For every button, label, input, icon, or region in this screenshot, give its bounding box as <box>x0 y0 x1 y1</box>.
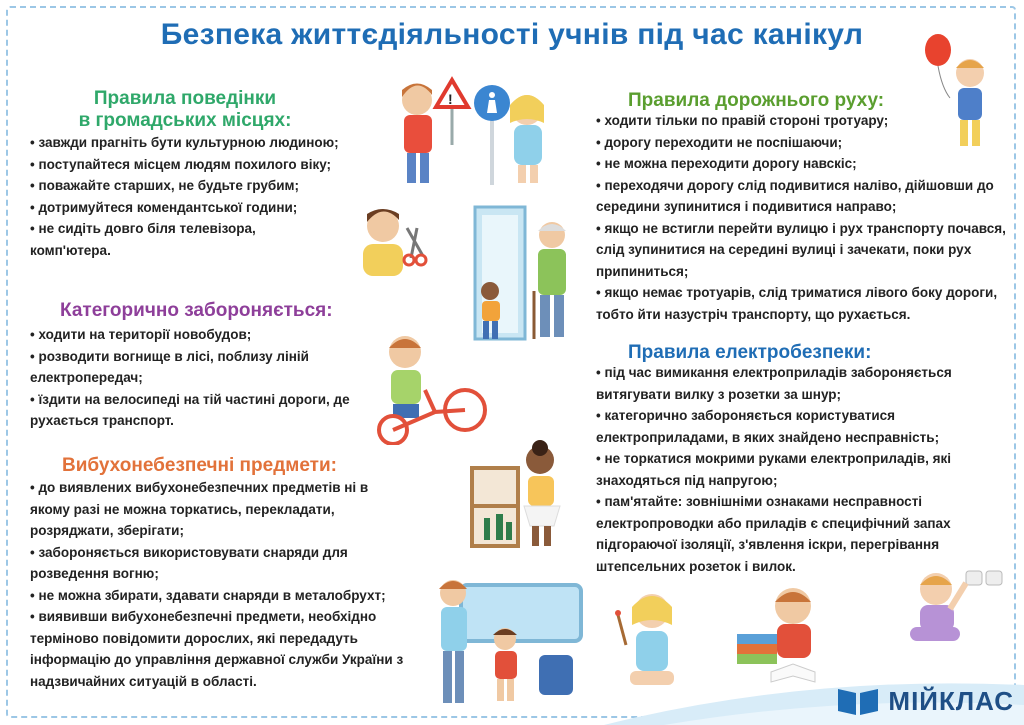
list-item: • розводити вогнище в лісі, поблизу ліній електропередач; <box>30 346 365 389</box>
book-icon <box>836 685 880 717</box>
logo-text: МІЙКЛАС <box>888 685 1014 716</box>
public-heading-line-2: в громадських місцях: <box>78 110 292 131</box>
forbidden-list <box>30 324 365 432</box>
list-item: • не сидіть довго біля телевізора, комп'ютера. <box>30 218 320 261</box>
scissors-kid-illustration <box>345 198 435 288</box>
list-item: • не можна збирати, здавати снаряди в металобрухт; <box>30 585 425 607</box>
list-item: • ходити на території новобудов; <box>30 324 365 346</box>
svg-text:!: ! <box>448 91 453 107</box>
bicycle-kid-illustration <box>365 330 490 445</box>
list-item: • поважайте старших, не будьте грубим; <box>30 175 370 197</box>
list-item: • пам'ятайте: зовнішніми ознаками несправності електропроводки або приладів є специфічний запах підгораючої ізоляції, з'явлення іскри, перегрівання штепсельних розеток і вилок. <box>596 491 996 577</box>
shelf-girl-illustration <box>470 440 570 550</box>
bus-mother-child-illustration <box>435 575 585 710</box>
list-item: • ходити тільки по правій стороні тротуару; <box>596 110 1016 132</box>
list-item: • забороняється використовувати снаряди для розведення вогню; <box>30 542 390 585</box>
explosive-heading: Вибухонебезпечні предмети: <box>62 455 337 476</box>
list-item: • до виявлених вибухонебезпечних предметів ні в якому разі не можна торкатись, перекладати, розряджати, зберігати; <box>30 477 390 542</box>
list-item: • не торкатися мокрими руками електроприладів, які знаходяться під напругою; <box>596 448 996 491</box>
door-grandma-illustration <box>470 205 580 345</box>
forbidden-heading: Категорично забороняється: <box>60 300 333 321</box>
list-item: • дотримуйтеся комендантської години; <box>30 197 370 219</box>
list-item: • категорично забороняється користуватися електроприладами, в яких знайдено несправність; <box>596 405 996 448</box>
list-item: • якщо немає тротуарів, слід триматися лівого боку дороги, тобто йти назустріч транспорту, що рухається. <box>596 282 1016 325</box>
list-item: • під час вимикання електроприладів забороняється витягувати вилку з розетки за шнур; <box>596 362 996 405</box>
list-item: • виявивши вибухонебезпечні предмети, необхідно терміново повідомити дорослих, які передадуть інформацію до управління державної служби України з надзвичайних ситуацій в області. <box>30 606 425 692</box>
list-item: • якщо не встигли перейти вулицю і рух транспорту почався, слід зупинитися на середині вулиці і зачекати, поки рух припиниться; <box>596 218 1016 283</box>
list-item: • поступайтеся місцем людям похилого віку; <box>30 154 370 176</box>
list-item: • дорогу переходити не поспішаючи; <box>596 132 1016 154</box>
list-item: • переходячи дорогу слід подивитися наліво, дійшовши до середини зупинитися і подивитися направо; <box>596 175 1016 218</box>
electric-heading: Правила електробезпеки: <box>628 342 872 363</box>
page-title: Безпека життєдіяльності учнів під час канікул <box>160 18 864 51</box>
public-list <box>30 132 370 261</box>
brand-logo <box>836 685 1014 717</box>
list-item: • їздити на велосипеді на тій частині дороги, де рухається транспорт. <box>30 389 365 432</box>
explosive-list <box>30 477 425 692</box>
public-heading-line-1: Правила поведінки <box>93 88 277 109</box>
list-item: • не можна переходити дорогу навскіс; <box>596 153 1016 175</box>
electric-list <box>596 362 996 577</box>
list-item: • завжди прагніть бути культурною людиною; <box>30 132 370 154</box>
road-sign-kids-illustration <box>392 75 562 190</box>
public-heading <box>55 88 315 132</box>
traffic-heading: Правила дорожнього руху: <box>628 90 885 111</box>
balloon-kid-illustration <box>920 28 1000 153</box>
socket-baby-illustration <box>900 565 1010 660</box>
